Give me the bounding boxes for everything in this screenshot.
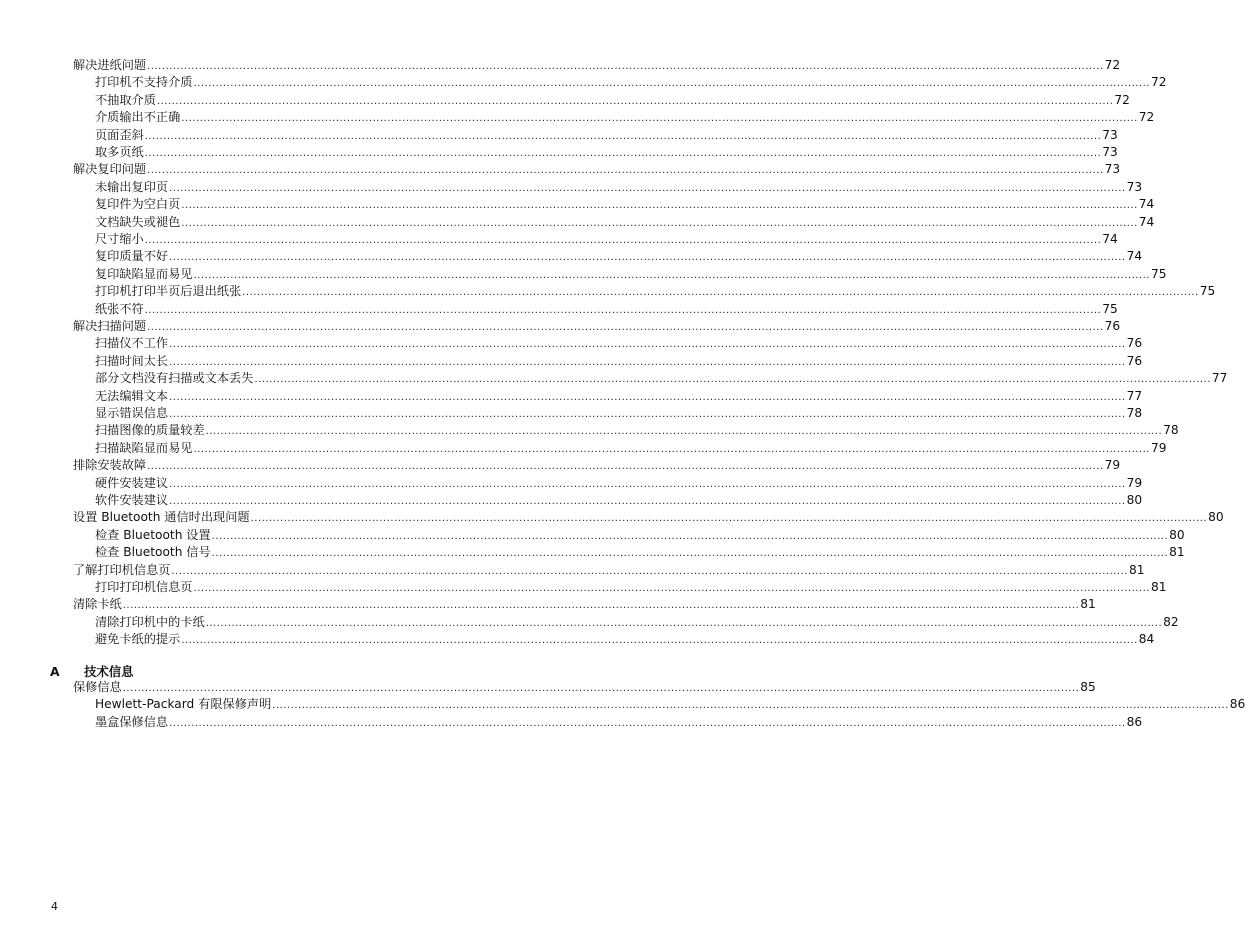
toc-leader-dots: .................................................................................................................................................................................................................................................................... [250, 513, 1208, 525]
toc-entry-page: 75 [1199, 284, 1216, 299]
toc-entry-page: 86 [1126, 714, 1143, 729]
toc-section-entry[interactable] [73, 509, 1224, 526]
toc-leader-dots: .................................................................................................................................................................................................................................................................... [181, 635, 1138, 647]
toc-leader-dots: .................................................................................................................................................................................................................................................................... [193, 443, 1150, 455]
toc-subsection-entry[interactable] [95, 144, 1118, 161]
toc-leader-dots: .................................................................................................................................................................................................................................................................... [144, 148, 1102, 159]
toc-subsection-entry[interactable] [95, 266, 1167, 283]
toc-entry-title: 文档缺失或褪色 [95, 214, 181, 229]
toc-leader-dots: .................................................................................................................................................................................................................................................................... [169, 717, 1126, 729]
toc-leader-dots: .................................................................................................................................................................................................................................................................... [211, 548, 1169, 560]
toc-subsection-entry[interactable] [95, 370, 1228, 387]
toc-subsection-entry[interactable] [95, 335, 1143, 352]
toc-entry-page: 84 [1138, 632, 1155, 647]
toc-entry-title: 扫描图像的质量较差 [95, 423, 205, 438]
toc-entry-page: 80 [1169, 527, 1185, 542]
toc-entry-title: 设置 Bluetooth 通信时出现问题 [73, 510, 250, 525]
toc-leader-dots: .................................................................................................................................................................................................................................................................... [193, 269, 1150, 281]
toc-entry-title: 复印缺陷显而易见 [95, 266, 193, 281]
toc-subsection-entry[interactable] [95, 614, 1179, 631]
toc-subsection-entry[interactable] [95, 388, 1143, 405]
toc-section-entry[interactable] [73, 161, 1121, 178]
toc-section-entry[interactable] [73, 57, 1121, 74]
toc-leader-dots: .................................................................................................................................................................................................................................................................... [147, 165, 1104, 177]
toc-subsection-entry[interactable] [95, 109, 1155, 126]
toc-entry-title: 解决复印问题 [73, 162, 147, 177]
toc-leader-dots: .................................................................................................................................................................................................................................................................... [147, 461, 1104, 473]
toc-entry-page: 73 [1102, 145, 1118, 159]
toc-leader-dots: .................................................................................................................................................................................................................................................................... [122, 683, 1080, 694]
toc-entry-title: 打印机不支持介质 [95, 75, 193, 90]
toc-entry-page: 80 [1126, 493, 1143, 507]
toc-entry-page: 81 [1169, 545, 1185, 560]
toc-entry-page: 78 [1163, 423, 1179, 438]
toc-entry-title: 避免卡纸的提示 [95, 632, 181, 647]
toc-subsection-entry[interactable] [95, 127, 1118, 144]
toc-entry-page: 79 [1150, 440, 1167, 455]
toc-entry-page: 79 [1126, 475, 1143, 490]
toc-leader-dots: .................................................................................................................................................................................................................................................................... [205, 426, 1163, 438]
page-number: 4 [51, 900, 58, 913]
toc-entry-page: 74 [1138, 214, 1155, 229]
toc-entry-title: 软件安装建议 [95, 493, 169, 507]
toc-leader-dots: .................................................................................................................................................................................................................................................................... [211, 530, 1169, 542]
toc-leader-dots: .................................................................................................................................................................................................................................................................... [181, 113, 1138, 125]
toc-subsection-entry[interactable] [95, 696, 1245, 713]
toc-entry-page: 74 [1138, 197, 1155, 212]
toc-subsection-entry[interactable] [95, 422, 1179, 439]
toc-leader-dots: .................................................................................................................................................................................................................................................................... [169, 356, 1126, 368]
toc-leader-dots: .................................................................................................................................................................................................................................................................... [272, 700, 1229, 712]
toc-section-entry[interactable] [73, 596, 1096, 613]
toc-entry-title: 检查 Bluetooth 信号 [95, 545, 211, 560]
toc-entry-page: 76 [1104, 319, 1121, 333]
toc-subsection-entry[interactable] [95, 579, 1167, 596]
toc-entry-title: 排除安装故障 [73, 458, 147, 473]
toc-entry-page: 73 [1126, 179, 1143, 194]
toc-entry-page: 75 [1150, 266, 1167, 281]
toc-section-entry[interactable] [73, 457, 1121, 474]
toc-leader-dots: .................................................................................................................................................................................................................................................................... [193, 583, 1150, 594]
toc-entry-title: 打印机打印半页后退出纸张 [95, 284, 242, 299]
toc-leader-dots: .................................................................................................................................................................................................................................................................... [181, 217, 1138, 229]
toc-entry-title: 解决进纸问题 [73, 58, 147, 72]
toc-entry-page: 72 [1138, 110, 1155, 125]
toc-leader-dots: .................................................................................................................................................................................................................................................................... [171, 565, 1128, 577]
toc-entry-page: 74 [1102, 232, 1118, 246]
toc-entry-title: 解决扫描问题 [73, 319, 147, 333]
toc-entry-title: 了解打印机信息页 [73, 562, 171, 577]
toc-leader-dots: .................................................................................................................................................................................................................................................................... [147, 322, 1104, 333]
toc-subsection-entry[interactable] [95, 527, 1185, 544]
toc-entry-title: 保修信息 [73, 680, 122, 694]
toc-entry-title: 清除卡纸 [73, 597, 122, 612]
toc-entry-title: 墨盒保修信息 [95, 714, 169, 729]
toc-leader-dots: .................................................................................................................................................................................................................................................................... [193, 78, 1150, 90]
toc-entry-title: 复印件为空白页 [95, 197, 181, 212]
toc-subsection-entry[interactable] [95, 544, 1185, 561]
toc-entry-title: 打印打印机信息页 [95, 580, 193, 594]
toc-entry-title: 显示错误信息 [95, 406, 169, 420]
toc-entry-title: 复印质量不好 [95, 249, 169, 264]
toc-entry-page: 73 [1102, 127, 1118, 142]
toc-entry-title: 尺寸缩小 [95, 232, 144, 246]
appendix-heading [50, 663, 134, 680]
toc-leader-dots: .................................................................................................................................................................................................................................................................... [156, 95, 1114, 107]
toc-subsection-entry[interactable] [95, 214, 1155, 231]
toc-subsection-entry[interactable] [95, 631, 1155, 648]
toc-entry-page: 76 [1126, 353, 1143, 368]
toc-leader-dots: .................................................................................................................................................................................................................................................................... [169, 496, 1126, 507]
toc-subsection-entry[interactable] [95, 353, 1143, 370]
toc-leader-dots: .................................................................................................................................................................................................................................................................... [205, 617, 1163, 629]
toc-entry-title: 硬件安装建议 [95, 475, 169, 490]
toc-entry-title: 页面歪斜 [95, 127, 144, 142]
toc-leader-dots: .................................................................................................................................................................................................................................................................... [147, 61, 1104, 72]
toc-entry-page: 72 [1150, 75, 1167, 90]
toc-entry-page: 81 [1150, 580, 1167, 594]
appendix-title: 技术信息 [84, 664, 134, 679]
toc-leader-dots: .................................................................................................................................................................................................................................................................... [169, 409, 1126, 420]
toc-leader-dots: .................................................................................................................................................................................................................................................................... [169, 252, 1126, 264]
toc-entry-page: 73 [1104, 162, 1121, 177]
toc-section-entry[interactable] [73, 679, 1096, 696]
toc-entry-title: 扫描仪不工作 [95, 336, 169, 351]
toc-entry-title: 未输出复印页 [95, 179, 169, 194]
toc-subsection-entry[interactable] [95, 475, 1143, 492]
toc-leader-dots: .................................................................................................................................................................................................................................................................... [169, 391, 1126, 403]
toc-entry-title: 检查 Bluetooth 设置 [95, 527, 211, 542]
toc-leader-dots: .................................................................................................................................................................................................................................................................... [169, 478, 1126, 490]
appendix-letter: A [50, 664, 60, 679]
toc-subsection-entry[interactable] [95, 440, 1167, 457]
toc-entry-page: 75 [1102, 301, 1118, 316]
toc-leader-dots: .................................................................................................................................................................................................................................................................... [169, 339, 1126, 351]
toc-entry-page: 80 [1208, 510, 1224, 525]
toc-entry-title: Hewlett-Packard 有限保修声明 [95, 697, 272, 712]
toc-entry-page: 81 [1128, 562, 1145, 577]
toc-subsection-entry[interactable] [95, 231, 1118, 248]
toc-subsection-entry[interactable] [95, 714, 1143, 731]
toc-entry-title: 无法编辑文本 [95, 388, 169, 403]
toc-subsection-entry[interactable] [95, 492, 1143, 509]
toc-entry-page: 86 [1229, 697, 1245, 712]
toc-leader-dots: .................................................................................................................................................................................................................................................................... [169, 182, 1126, 194]
toc-entry-title: 扫描缺陷显而易见 [95, 440, 193, 455]
toc-entry-title: 部分文档没有扫描或文本丢失 [95, 371, 254, 386]
toc-entry-title: 取多页纸 [95, 145, 144, 159]
toc-subsection-entry[interactable] [95, 196, 1155, 213]
toc-subsection-entry[interactable] [95, 301, 1118, 318]
toc-entry-page: 74 [1126, 249, 1143, 264]
toc-entry-page: 77 [1211, 371, 1228, 386]
toc-entry-title: 不抽取介质 [95, 92, 156, 107]
toc-subsection-entry[interactable] [95, 283, 1216, 300]
toc-leader-dots: .................................................................................................................................................................................................................................................................... [144, 130, 1102, 142]
toc-entry-page: 78 [1126, 406, 1143, 420]
toc-subsection-entry[interactable] [95, 92, 1130, 109]
toc-subsection-entry[interactable] [95, 248, 1143, 265]
toc-entry-page: 72 [1104, 58, 1121, 72]
toc-subsection-entry[interactable] [95, 405, 1143, 422]
toc-entry-title: 清除打印机中的卡纸 [95, 614, 205, 629]
toc-leader-dots: .................................................................................................................................................................................................................................................................... [144, 304, 1102, 316]
toc-section-entry[interactable] [73, 318, 1121, 335]
toc-entry-page: 85 [1080, 680, 1096, 694]
toc-entry-page: 79 [1104, 458, 1121, 473]
toc-leader-dots: .................................................................................................................................................................................................................................................................... [122, 600, 1080, 612]
toc-entry-title: 介质输出不正确 [95, 110, 181, 125]
toc-entry-title: 纸张不符 [95, 301, 144, 316]
toc-leader-dots: .................................................................................................................................................................................................................................................................... [181, 200, 1138, 212]
toc-entry-page: 76 [1126, 336, 1143, 351]
toc-entry-page: 77 [1126, 388, 1143, 403]
toc-section-entry[interactable] [73, 562, 1145, 579]
toc-subsection-entry[interactable] [95, 74, 1167, 91]
toc-leader-dots: .................................................................................................................................................................................................................................................................... [144, 235, 1102, 246]
toc-leader-dots: .................................................................................................................................................................................................................................................................... [242, 287, 1199, 299]
toc-leader-dots: .................................................................................................................................................................................................................................................................... [254, 374, 1211, 386]
toc-entry-page: 82 [1163, 614, 1179, 629]
toc-entry-title: 扫描时间太长 [95, 353, 169, 368]
toc-entry-page: 81 [1080, 597, 1096, 612]
toc-subsection-entry[interactable] [95, 179, 1143, 196]
toc-entry-page: 72 [1114, 92, 1130, 107]
